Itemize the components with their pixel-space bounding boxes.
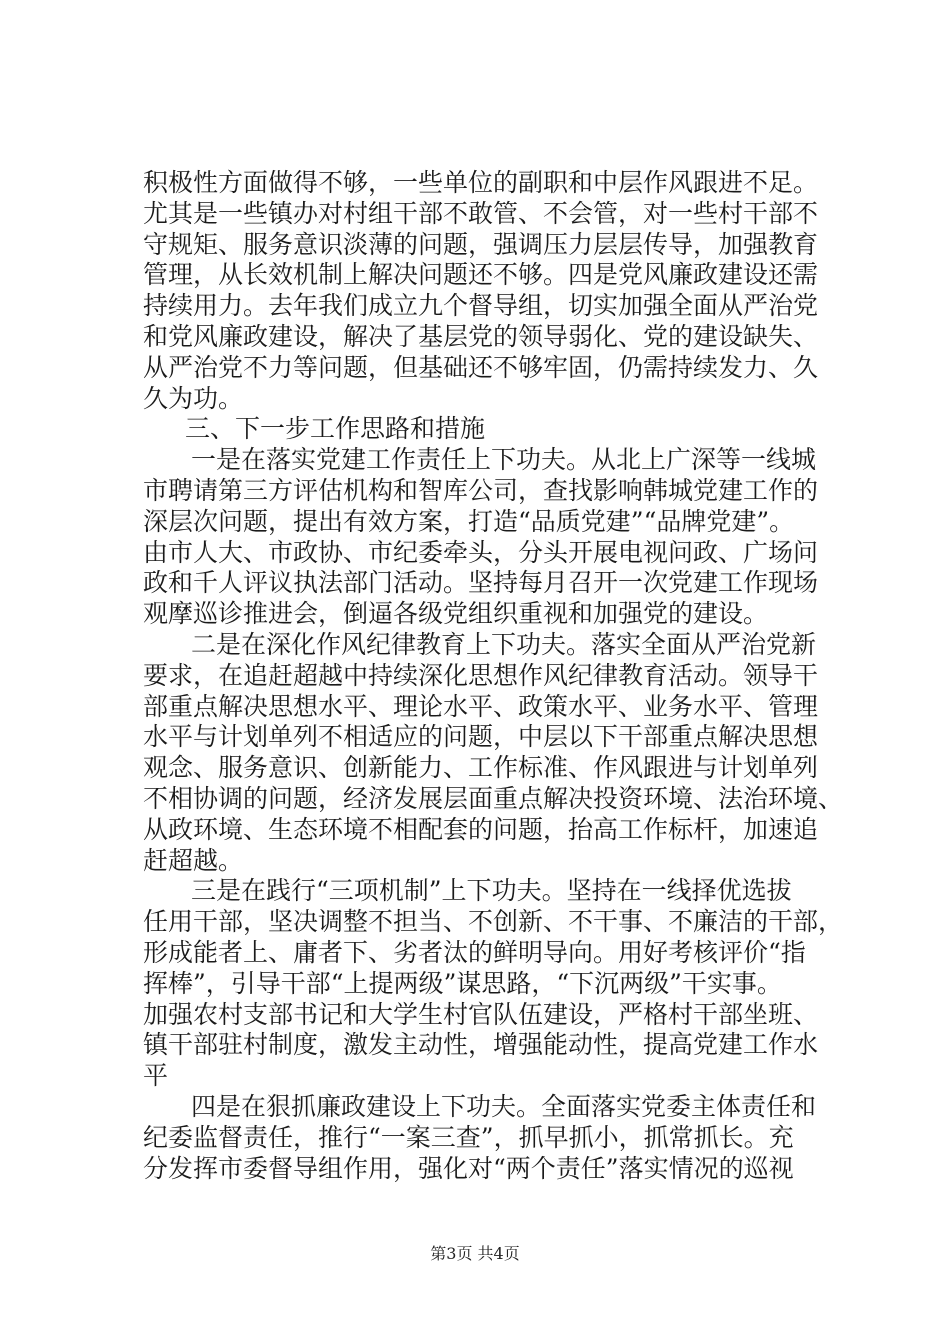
- text-line: 政和千人评议执法部门活动。坚持每月召开一次党建工作现场: [143, 568, 819, 598]
- text-line: 持续用力。去年我们成立九个督导组，切实加强全面从严治党: [143, 291, 819, 321]
- text-line: 要求，在追赶超越中持续深化思想作风纪律教育活动。领导干: [143, 660, 819, 690]
- text-line: 积极性方面做得不够，一些单位的副职和中层作风跟进不足。: [143, 168, 819, 197]
- paragraph-first-line: 二是在深化作风纪律教育上下功夫。落实全面从严治党新: [191, 629, 817, 659]
- text-line: 分发挥市委督导组作用，强化对“两个责任”落实情况的巡视: [143, 1153, 794, 1183]
- paragraph-first-line: 四是在狠抓廉政建设上下功夫。全面落实党委主体责任和: [191, 1091, 817, 1121]
- text-line: 市聘请第三方评估机构和智库公司，查找影响韩城党建工作的: [143, 475, 819, 505]
- page-number: 第3页 共4页: [430, 1244, 520, 1263]
- text-line: 赶超越。: [143, 845, 244, 875]
- text-line: 久为功。: [143, 383, 244, 413]
- page-footer: [0, 1244, 950, 1264]
- text-line: 观念、服务意识、创新能力、工作标准、作风跟进与计划单列: [143, 753, 819, 783]
- text-line: 由市人大、市政协、市纪委牵头，分头开展电视问政、广场问: [143, 537, 819, 567]
- text-line: 守规矩、服务意识淡薄的问题，强调压力层层传导，加强教育: [143, 229, 819, 259]
- text-line: 水平与计划单列不相适应的问题，中层以下干部重点解决思想: [143, 722, 819, 752]
- text-line: 深层次问题，提出有效方案，打造“品质党建”“品牌党建”。: [143, 506, 795, 536]
- text-line: 尤其是一些镇办对村组干部不敢管、不会管，对一些村干部不: [143, 198, 819, 228]
- text-line: 加强农村支部书记和大学生村官队伍建设，严格村干部坐班、: [143, 999, 819, 1029]
- section-heading: 三、下一步工作思路和措施: [185, 414, 486, 444]
- text-line: 纪委监督责任，推行“一案三查”，抓早抓小，抓常抓长。充: [143, 1122, 794, 1152]
- text-line: 形成能者上、庸者下、劣者汰的鲜明导向。用好考核评价“指: [143, 937, 806, 967]
- document-body: [143, 168, 844, 1184]
- paragraph-first-line: 一是在落实党建工作责任上下功夫。从北上广深等一线城: [191, 445, 817, 475]
- text-line: 部重点解决思想水平、理论水平、政策水平、业务水平、管理: [143, 691, 819, 721]
- text-line: 不相协调的问题，经济发展层面重点解决投资环境、法治环境、: [143, 783, 844, 813]
- text-line: 从政环境、生态环境不相配套的问题，抬高工作标杆，加速追: [143, 814, 819, 844]
- text-line: 管理，从长效机制上解决问题还不够。四是党风廉政建设还需: [143, 260, 819, 290]
- text-line: 镇干部驻村制度，激发主动性，增强能动性，提高党建工作水: [143, 1030, 819, 1060]
- text-line: 和党风廉政建设，解决了基层党的领导弱化、党的建设缺失、: [143, 321, 819, 351]
- text-line: 挥棒”，引导干部“上提两级”谋思路，“下沉两级”干实事。: [143, 968, 782, 998]
- text-line: 平: [143, 1061, 169, 1091]
- text-line: 从严治党不力等问题，但基础还不够牢固，仍需持续发力、久: [143, 352, 819, 382]
- text-line: 任用干部，坚决调整不担当、不创新、不干事、不廉洁的干部，: [143, 907, 844, 937]
- text-line: 观摩巡诊推进会，倒逼各级党组织重视和加强党的建设。: [143, 599, 769, 629]
- paragraph-first-line: 三是在践行“三项机制”上下功夫。坚持在一线择优选拔: [191, 876, 792, 906]
